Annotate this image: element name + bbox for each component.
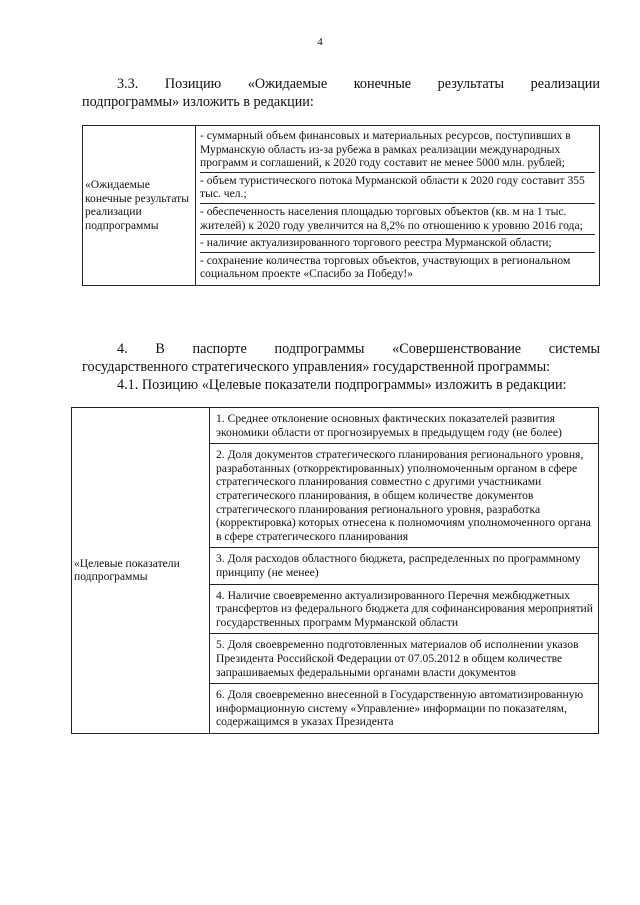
expected-result-item: - суммарный объем финансовых и материальных ресурсов, поступивших в Мурманскую область из-за рубежа в рамках реализации международных программ и соглашений, к 2020 году составит не менее 5000 млн. рублей; (200, 129, 571, 170)
indicator-item: 1. Среднее отклонение основных фактических показателей развития экономики области от прогнозируемых в предыдущем году (не более) (216, 412, 562, 439)
table-row (210, 684, 599, 734)
target-indicators-label: «Целевые показатели подпрограммы (72, 408, 210, 734)
expected-result-item: - наличие актуализированного торгового реестра Мурманской области; (200, 234, 595, 252)
expected-result-item: - сохранение количества торговых объектов, участвующих в региональном социальном проекте «Спасибо за Победу!» (200, 252, 595, 283)
indicator-item: 5. Доля своевременно подготовленных материалов об исполнении указов Президента Российской Федерации от 07.05.2012 в общем количестве запрашиваемых федеральными органами власти документов (216, 638, 579, 679)
section-4-heading-line2: государственного стратегического управления» государственной программы: (82, 359, 551, 375)
expected-result-item: - обеспеченность населения площадью торговых объектов (кв. м на 1 тыс. жителей) к 2020 году увеличится на 8,2% по отношению к уровню 2016 года; (200, 203, 595, 234)
expected-results-label: «Ожидаемые конечные результаты реализации подпрограммы (83, 126, 196, 286)
indicator-item: 4. Наличие своевременно актуализированного Перечня межбюджетных трансфертов из федерального бюджета для софинансирования мероприятий государственных программ Мурманской области (216, 588, 593, 629)
expected-results-content (196, 126, 600, 286)
table-row (210, 444, 599, 548)
page-number: 4 (317, 36, 323, 48)
indicator-item: 3. Доля расходов областного бюджета, распределенных по программному принципу (не менее) (216, 552, 581, 579)
table-row (210, 584, 599, 634)
expected-result-item: - объем туристического потока Мурманской области к 2020 году составит 355 тыс. чел.; (200, 172, 595, 203)
table-row (210, 634, 599, 684)
expected-results-table (82, 125, 600, 286)
table-row (210, 548, 599, 584)
target-indicators-table (71, 407, 599, 734)
section-3-3-heading-line1: 3.3. Позицию «Ожидаемые конечные результаты реализации (117, 76, 600, 92)
indicator-item: 2. Доля документов стратегического планирования регионального уровня, разработанных (откорректированных) уполномоченным органом в сфере стратегического планирования совместно с другими участниками стратегического планирования, в общем количестве документов стратегического планирования регионального уровня, разработка (корректировка) которых отнесена к полномочиям уполномоченного органа в сфере стратегического планирования (216, 448, 591, 543)
section-4-heading-line1: 4. В паспорте подпрограммы «Совершенствование системы (117, 341, 600, 357)
section-4-1-heading: 4.1. Позицию «Целевые показатели подпрограммы» изложить в редакции: (117, 377, 567, 393)
section-3-3-heading-line2: подпрограммы» изложить в редакции: (82, 94, 314, 110)
indicator-item: 6. Доля своевременно внесенной в Государственную автоматизированную информационную систему «Управление» информации по показателям, содержащимся в указах Президента (216, 688, 584, 729)
table-row (210, 408, 599, 444)
